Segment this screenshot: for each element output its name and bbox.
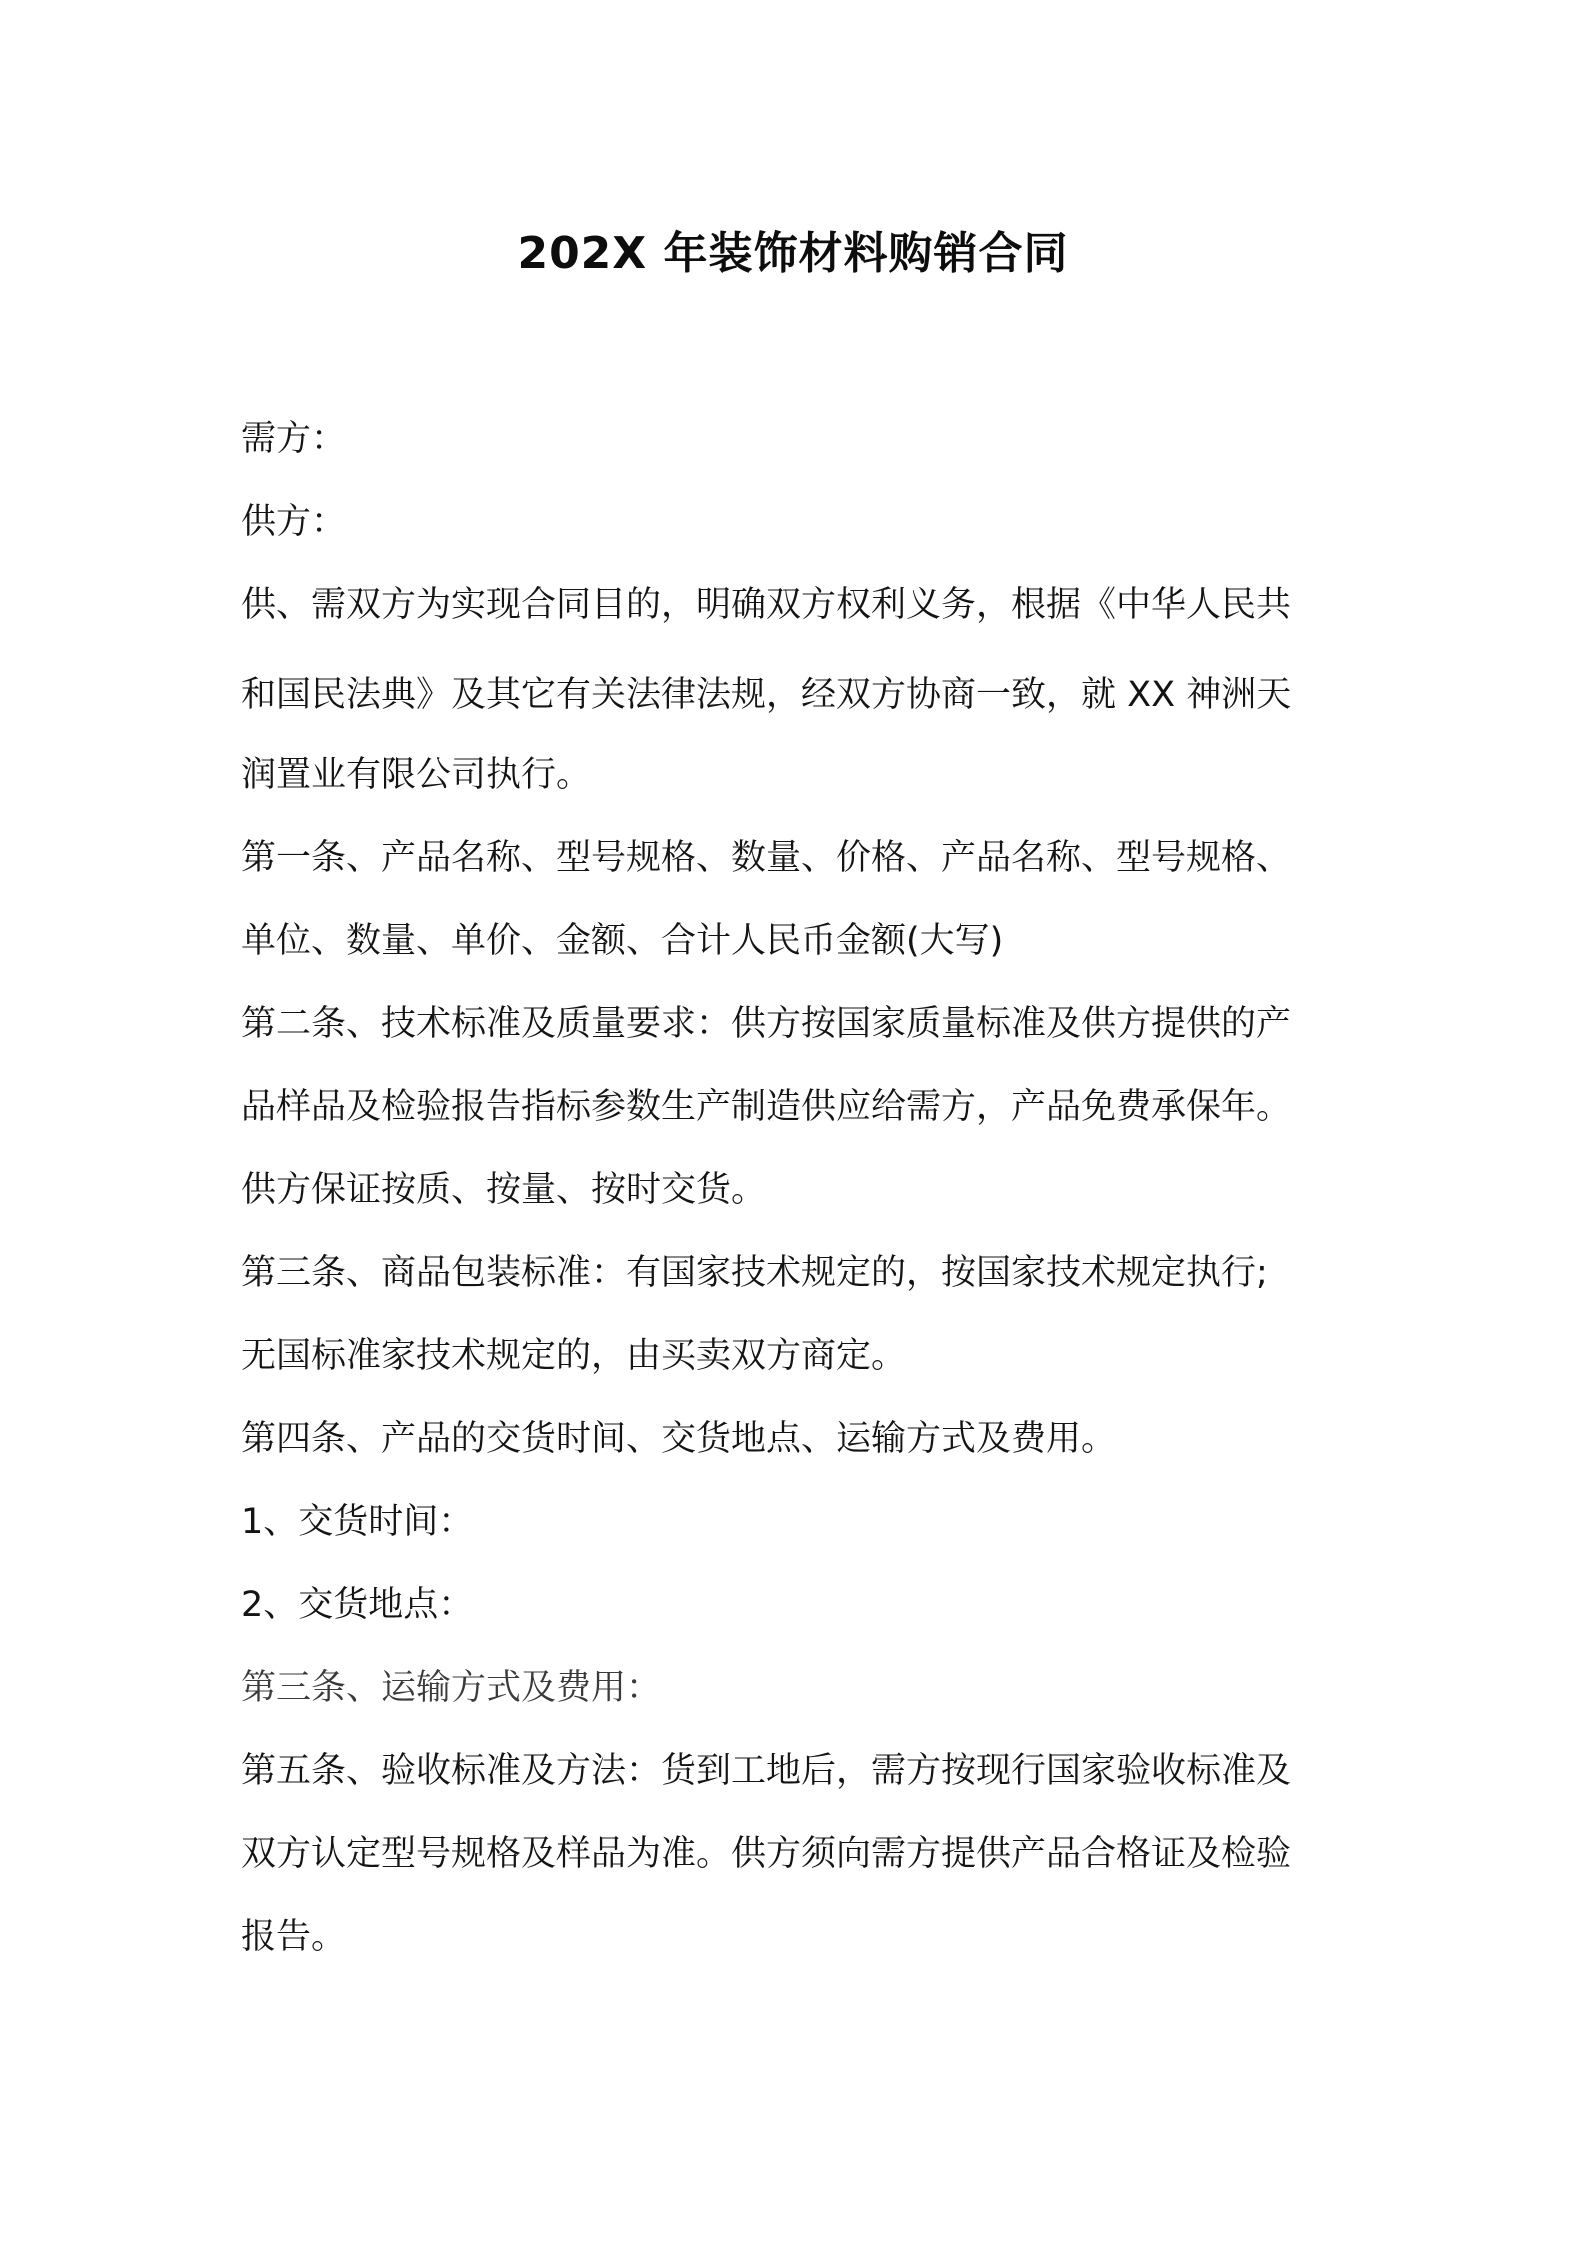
preamble-line-3: 润置业有限公司执行。 <box>241 755 592 795</box>
transport-method-line: 第三条、运输方式及费用： <box>241 1668 662 1708</box>
delivery-place-line: 2、交货地点： <box>241 1585 474 1625</box>
delivery-time-line: 1、交货时间： <box>241 1502 474 1542</box>
demand-party-line: 需方： <box>241 419 347 459</box>
article-2-line-2: 品样品及检验报告指标参数生产制造供应给需方，产品免费承保年。 <box>241 1087 1292 1127</box>
article-4-line: 第四条、产品的交货时间、交货地点、运输方式及费用。 <box>241 1419 1117 1459</box>
article-5-line-2: 双方认定型号规格及样品为准。供方须向需方提供产品合格证及检验 <box>241 1834 1292 1874</box>
document-title: 202X 年装饰材料购销合同 <box>517 228 1069 279</box>
article-1-line-1: 第一条、产品名称、型号规格、数量、价格、产品名称、型号规格、 <box>241 838 1292 878</box>
supply-party-line: 供方： <box>241 502 347 542</box>
preamble-line-2: 和国民法典》及其它有关法律法规，经双方协商一致，就 XX 神洲天 <box>241 675 1292 715</box>
article-1-line-2: 单位、数量、单价、金额、合计人民币金额(大写) <box>241 921 1004 961</box>
preamble-line-1: 供、需双方为实现合同目的，明确双方权利义务，根据《中华人民共 <box>241 585 1292 625</box>
article-3-line-1: 第三条、商品包装标准：有国家技术规定的，按国家技术规定执行; <box>241 1253 1268 1293</box>
article-2-line-3: 供方保证按质、按量、按时交货。 <box>241 1170 767 1210</box>
article-5-line-3: 报告。 <box>241 1917 347 1957</box>
article-5-line-1: 第五条、验收标准及方法：货到工地后，需方按现行国家验收标准及 <box>241 1751 1292 1791</box>
article-2-line-1: 第二条、技术标准及质量要求：供方按国家质量标准及供方提供的产 <box>241 1004 1292 1044</box>
article-3-line-2: 无国标准家技术规定的，由买卖双方商定。 <box>241 1336 907 1376</box>
